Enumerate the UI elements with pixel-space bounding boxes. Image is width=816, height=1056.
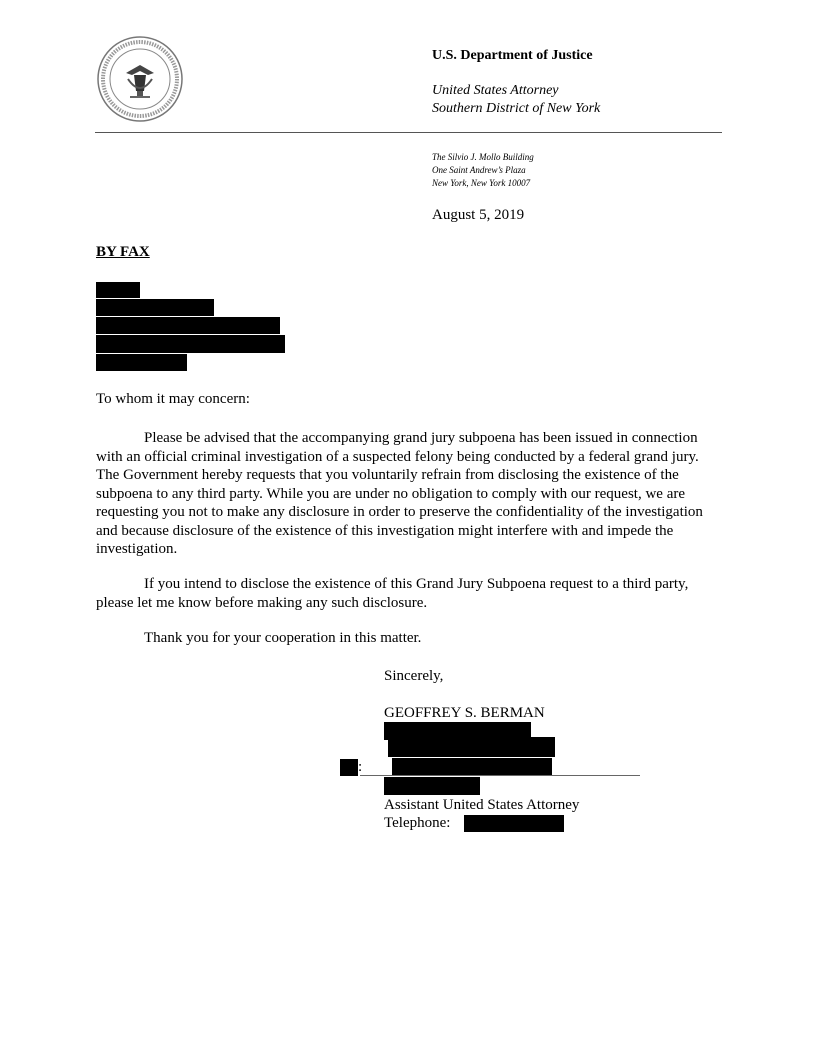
closing: Sincerely,	[384, 668, 444, 684]
doj-seal-logo	[96, 35, 184, 123]
redacted-signer-line-2	[388, 737, 555, 757]
office-line-1: United States Attorney	[432, 83, 559, 98]
body-paragraph-1: Please be advised that the accompanying grand jury subpoena has been issued in connection with an official criminal investigation of a suspected felony being conducted by a federal grand jury. The Government hereby requests that you voluntarily refrain from disclosing the existence of the subpoena to any third party. While you are under no obligation to comply with our request, we are requesting you not to make any disclosure in order to preserve the confidentiality of the investigation and because disclosure of the existence of this investigation might interfere with and impede the investigation.	[96, 430, 703, 557]
salutation: To whom it may concern:	[96, 391, 250, 407]
body-paragraph-2: If you intend to disclose the existence of this Grand Jury Subpoena request to a third party, please let me know before making any such disclosure.	[96, 576, 689, 611]
address-line-1: The Silvio J. Mollo Building	[432, 152, 534, 162]
redacted-signature	[392, 758, 552, 776]
office-name	[432, 82, 600, 118]
redacted-recipient-line-4	[96, 335, 285, 353]
telephone-label: Telephone:	[384, 815, 451, 831]
header-divider	[95, 132, 722, 133]
department-name: U.S. Department of Justice	[432, 48, 593, 63]
signer-name: GEOFFREY S. BERMAN	[384, 705, 545, 721]
address-line-3: New York, New York 10007	[432, 178, 531, 188]
office-address	[432, 151, 534, 190]
signature-line	[360, 775, 640, 776]
signer-title: Assistant United States Attorney	[384, 797, 580, 813]
redacted-by-marker	[340, 759, 358, 776]
by-colon: :	[358, 759, 363, 775]
redacted-recipient-line-3	[96, 317, 280, 334]
redacted-telephone	[464, 815, 564, 832]
redacted-recipient-line-5	[96, 354, 187, 371]
office-line-2: Southern District of New York	[432, 101, 601, 116]
letter-date: August 5, 2019	[432, 207, 525, 223]
body-paragraph-3: Thank you for your cooperation in this matter.	[144, 630, 422, 646]
redacted-signer-name	[384, 777, 480, 795]
address-line-2: One Saint Andrew’s Plaza	[432, 165, 526, 175]
redacted-recipient-line-2	[96, 299, 214, 316]
delivery-method: BY FAX	[96, 244, 150, 260]
redacted-recipient-line-1	[96, 282, 140, 298]
